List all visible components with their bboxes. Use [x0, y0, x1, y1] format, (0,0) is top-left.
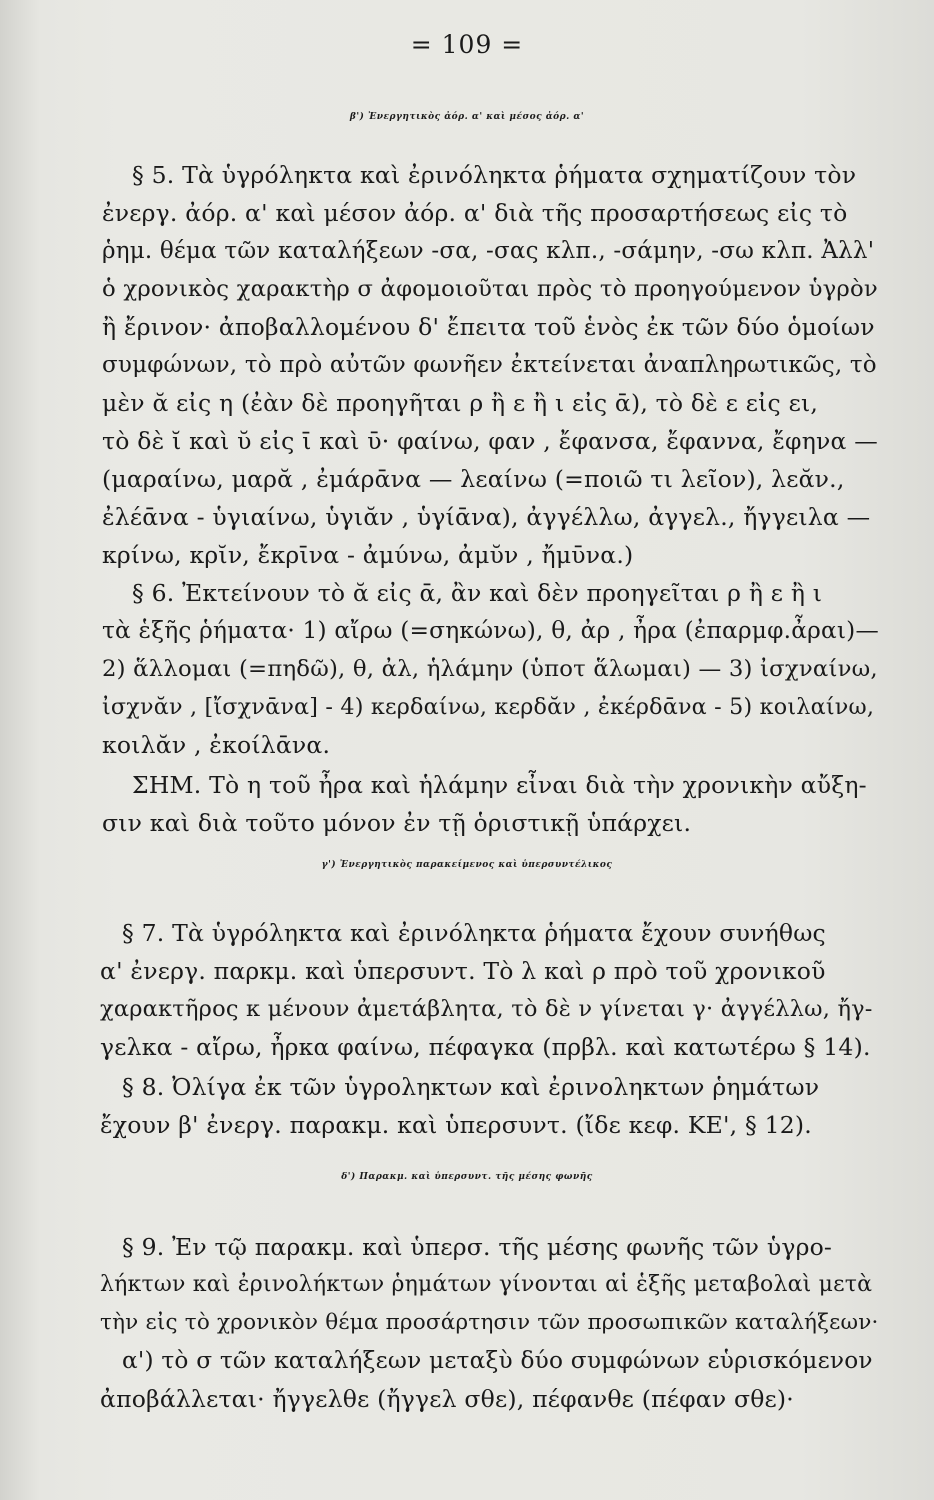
paragraph-6-line: κοιλᾰν , ἐκοίλᾱνα. — [102, 731, 331, 759]
paragraph-6-line: 2) ἅλλομαι (=πηδῶ), θ, ἀλ, ἡλάμην (ὑποτ ἅλωμαι) — 3) ἰσχναίνω, — [102, 656, 878, 682]
paragraph-8-line: § 8. Ὀλίγα ἐκ τῶν ὑγροληκτων καὶ ἐρινοληκτων ῥημάτων — [122, 1073, 820, 1101]
paragraph-9-line: λήκτων καὶ ἐρινολήκτων ῥημάτων γίνονται αἱ ἑξῆς μεταβολαὶ μετὰ — [100, 1272, 873, 1297]
paragraph-7-line: § 7. Τὰ ὑγρόληκτα καὶ ἐρινόληκτα ῥήματα ἔχουν συνήθως — [122, 919, 826, 947]
section-heading-b: β') Ἐνεργητικὸς ἀόρ. α' καὶ μέσος ἀόρ. α' — [349, 112, 585, 122]
paragraph-9-line: τὴν εἰς τὸ χρονικὸν θέμα προσάρτησιν τῶν προσωπικῶν καταλήξεων· — [100, 1310, 879, 1335]
paragraph-6-line: τὰ ἑξῆς ῥήματα· 1) αἴρω (=σηκώνω), θ, ἀρ , ἦρα (ἐπαρμφ.ἆραι)— — [102, 617, 879, 644]
paragraph-5-line: ἐνεργ. ἀόρ. α' καὶ μέσον ἀόρ. α' διὰ τῆς προσαρτήσεως εἰς τὸ — [102, 199, 848, 227]
note-line: ΣΗΜ. Τὸ η τοῦ ἦρα καὶ ἡλάμην εἶναι διὰ τὴν χρονικὴν αὔξη- — [132, 771, 867, 799]
paragraph-5-line: κρίνω, κρῐν, ἔκρῑνα - ἀμύνω, ἀμῠν , ἤμῡνα.) — [102, 541, 634, 569]
paragraph-9-line: ἀποβάλλεται· ἤγγελθε (ἤγγελ σθε), πέφανθε (πέφαν σθε)· — [100, 1385, 794, 1413]
note-line: σιν καὶ διὰ τοῦτο μόνον ἐν τῇ ὁριστικῇ ὑπάρχει. — [102, 809, 692, 837]
paragraph-9-line: α') τὸ σ τῶν καταλήξεων μεταξὺ δύο συμφώνων εὑρισκόμενον — [122, 1347, 873, 1374]
paragraph-6-line: § 6. Ἐκτείνουν τὸ ᾰ εἰς ᾱ, ἂν καὶ δὲν προηγεῖται ρ ἢ ε ἢ ι — [132, 579, 823, 607]
paragraph-7-line: α' ἐνεργ. παρκμ. καὶ ὑπερσυντ. Τὸ λ καὶ ρ πρὸ τοῦ χρονικοῦ — [100, 957, 826, 985]
paragraph-5-line: ἐλέᾱνα - ὑγιαίνω, ὑγιᾰν , ὑγίᾱνα), ἀγγέλλω, ἀγγελ., ἤγγειλα — — [102, 503, 871, 531]
paragraph-8-line: ἔχουν β' ἐνεργ. παρακμ. καὶ ὑπερσυντ. (ἴδε κεφ. ΚΕ', § 12). — [100, 1111, 812, 1139]
paragraph-5-line: ῥημ. θέμα τῶν καταλήξεων -σα, -σας κλπ., -σάμην, -σω κλπ. Ἀλλ' — [102, 238, 875, 264]
paragraph-5-line: § 5. Τὰ ὑγρόληκτα καὶ ἐρινόληκτα ῥήματα σχηματίζουν τὸν — [132, 161, 857, 189]
paragraph-5-line: συμφώνων, τὸ πρὸ αὐτῶν φωνῆεν ἐκτείνεται ἀναπληρωτικῶς, τὸ — [102, 352, 877, 378]
section-heading-c: γ') Ἐνεργητικὸς παρακείμενος καὶ ὑπερσυντέλικος — [321, 860, 613, 870]
paragraph-5-line: ἢ ἔρινον· ἀποβαλλομένου δ' ἔπειτα τοῦ ἑνὸς ἐκ τῶν δύο ὁμοίων — [102, 313, 875, 341]
page-number: = 109 = — [410, 30, 524, 59]
paragraph-9-line: § 9. Ἐν τῷ παρακμ. καὶ ὑπερσ. τῆς μέσης φωνῆς τῶν ὑγρο- — [122, 1233, 833, 1261]
paragraph-5-line: μὲν ᾰ εἰς η (ἐὰν δὲ προηγῆται ρ ἢ ε ἢ ι εἰς ᾱ), τὸ δὲ ε εἰς ει, — [102, 389, 819, 417]
paragraph-5-line: ὁ χρονικὸς χαρακτὴρ σ ἀφομοιοῦται πρὸς τὸ προηγούμενον ὑγρὸν — [102, 276, 878, 302]
paragraph-7-line: γελκα - αἴρω, ἦρκα φαίνω, πέφαγκα (πρβλ. καὶ κατωτέρω § 14). — [100, 1033, 871, 1061]
paragraph-6-line: ἰσχνᾰν , [ἴσχνᾱνα] - 4) κερδαίνω, κερδᾰν , ἐκέρδᾱνα - 5) κοιλαίνω, — [102, 694, 875, 720]
paragraph-5-line: (μαραίνω, μαρᾰ , ἐμάρᾱνα — λεαίνω (=ποιῶ τι λεῖον), λεᾰν., — [102, 465, 845, 493]
section-heading-d: δ') Παρακμ. καὶ ὑπερσυντ. τῆς μέσης φωνῆς — [341, 1172, 593, 1182]
paragraph-7-line: χαρακτῆρος κ μένουν ἀμετάβλητα, τὸ δὲ ν γίνεται γ· ἀγγέλλω, ἤγ- — [100, 996, 873, 1022]
paragraph-5-line: τὸ δὲ ῐ καὶ ῠ εἰς ῑ καὶ ῡ· φαίνω, φαν , ἔφανσα, ἔφαννα, ἔφηνα — — [102, 427, 878, 455]
